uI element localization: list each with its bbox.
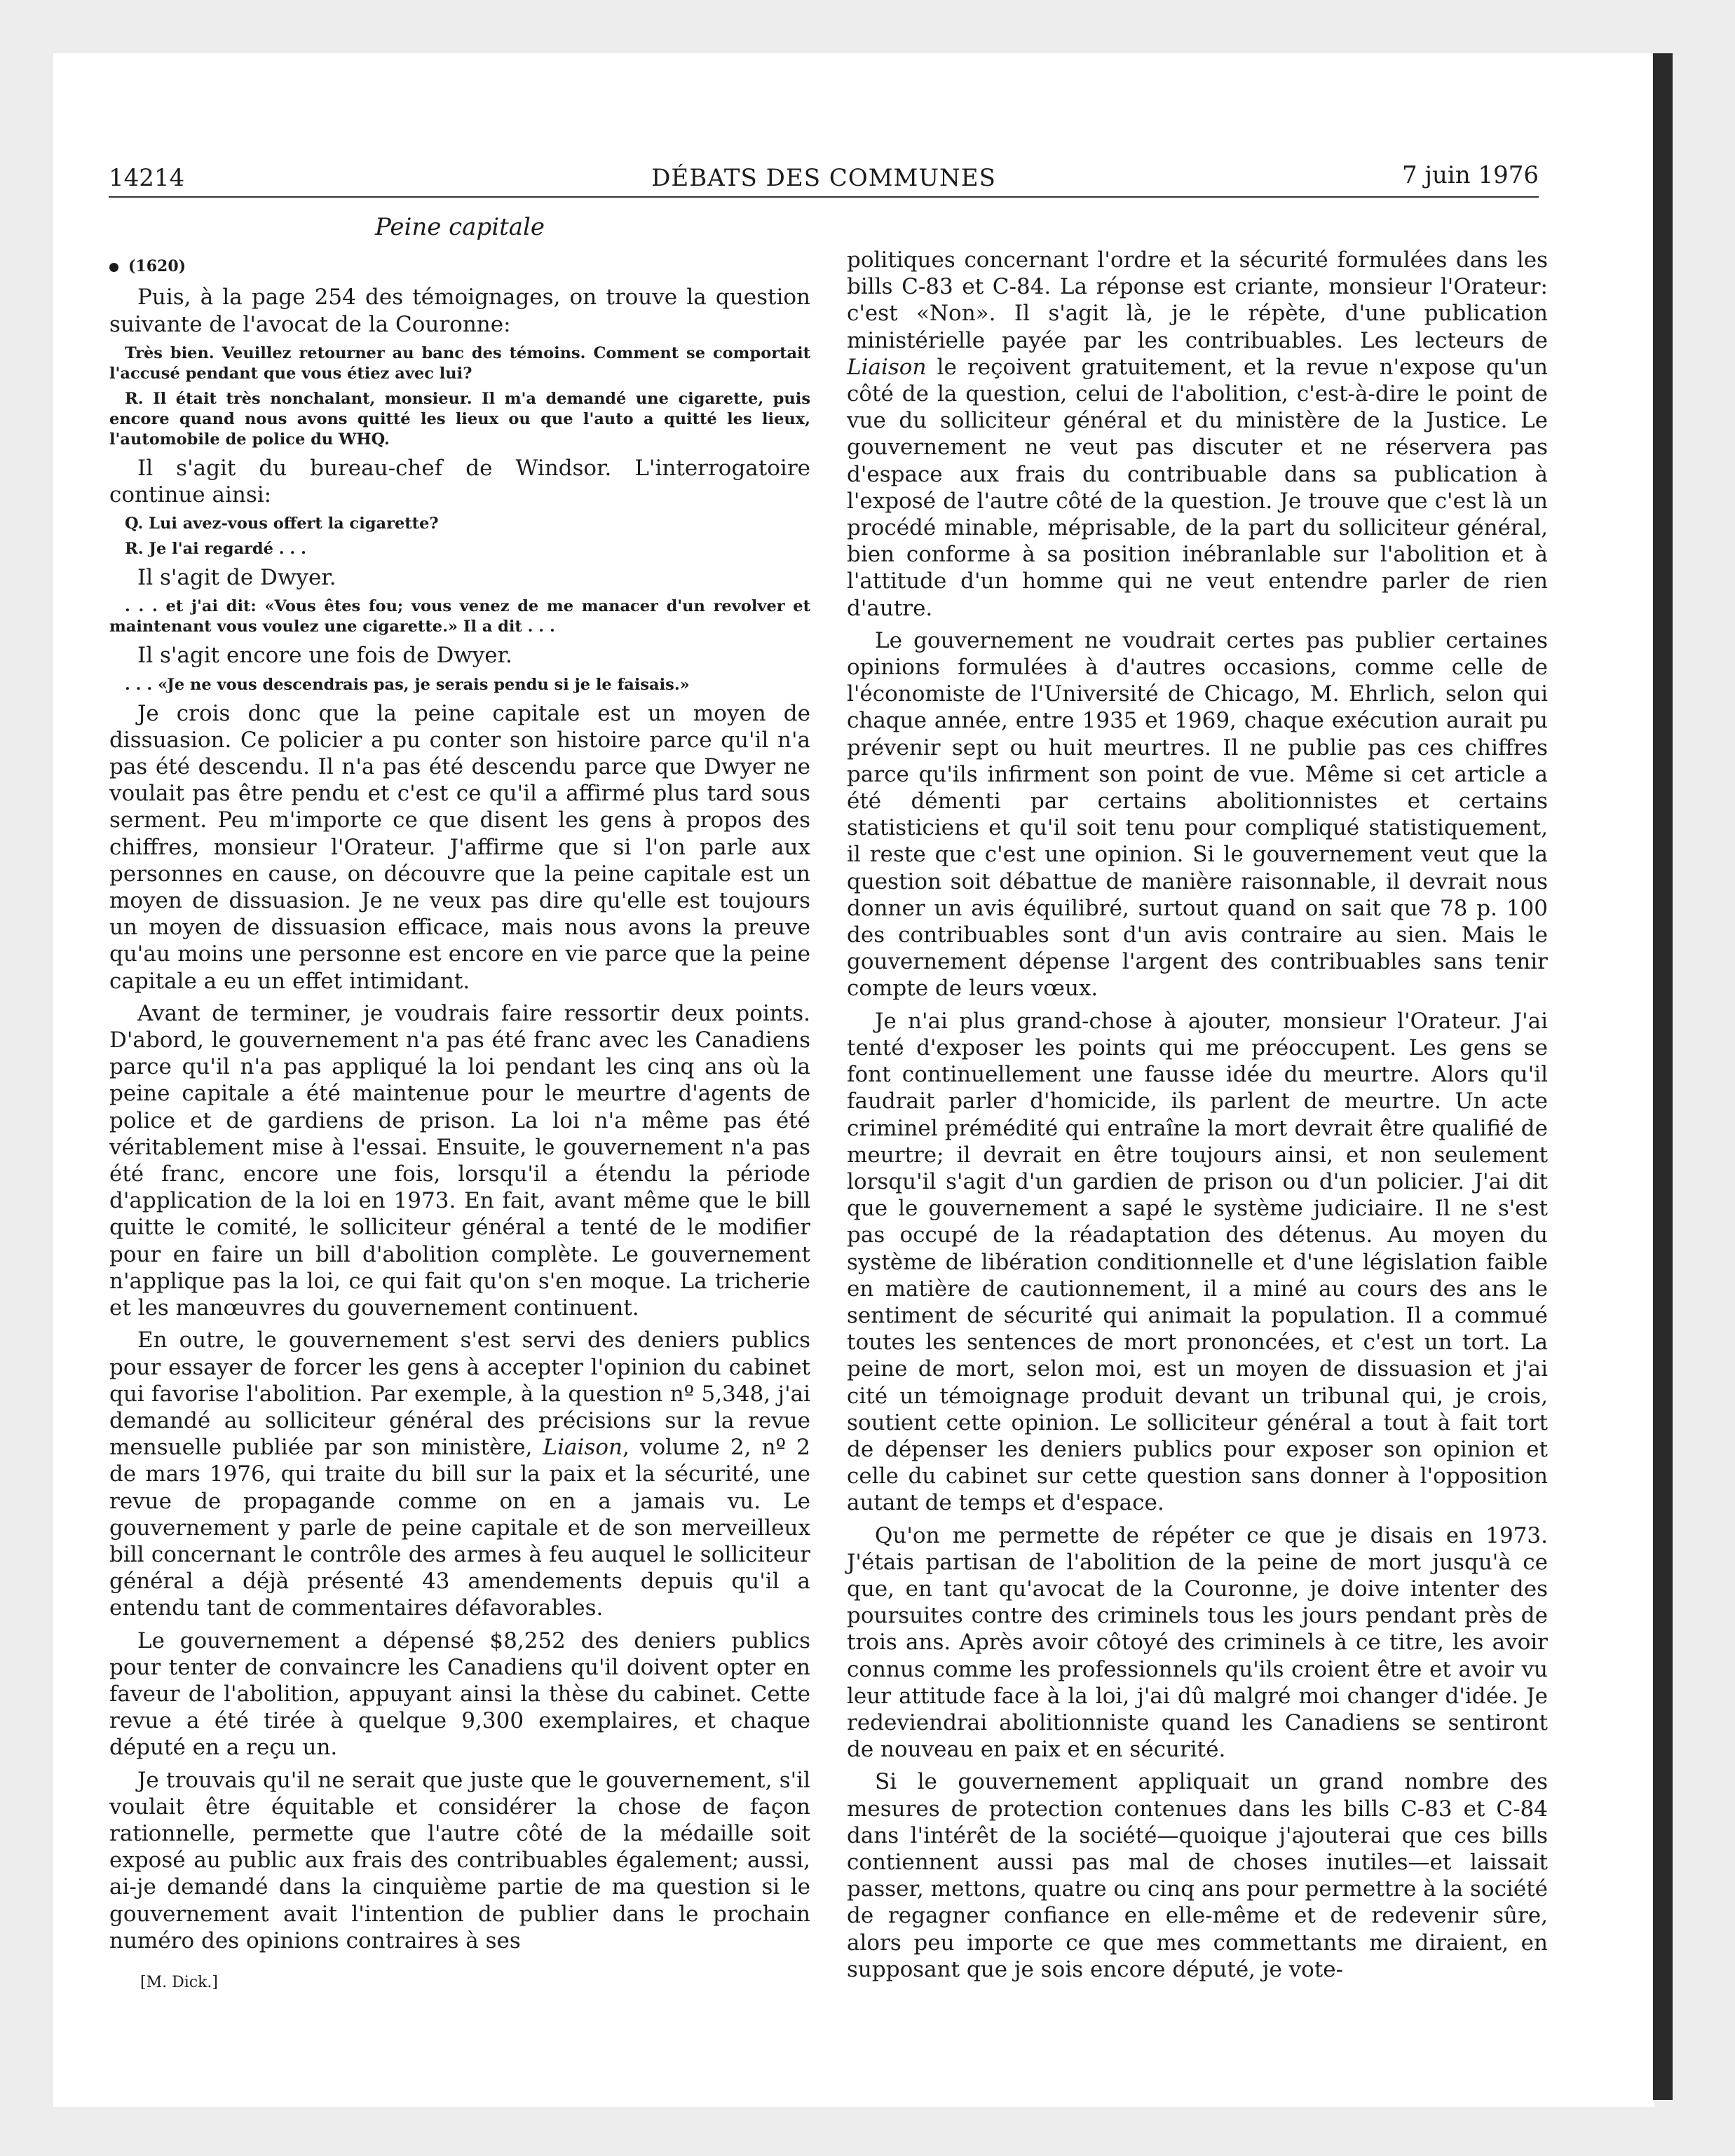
testimony-quote: Très bien. Veuillez retourner au banc des témoins. Comment se comportait l'accusé pendant que vous étiez avec lui? xyxy=(109,343,810,383)
page-date: 7 juin 1976 xyxy=(1402,161,1539,189)
page-number: 14214 xyxy=(109,164,185,192)
testimony-quote: Q. Lui avez-vous offert la cigarette? xyxy=(125,514,439,533)
time-marker xyxy=(109,253,810,280)
text-run: En outre, le gouvernement s'est servi des deniers publics pour essayer de forcer les gens à accepter l'opinion du cabinet qui favorise l'abolition. Par exemple, à la question nº 5,348, j'ai demandé au solliciteur général des précisions sur la revue mensuelle publiée par son ministère, xyxy=(109,1328,810,1461)
italic-title: Liaison xyxy=(543,1435,622,1461)
paragraph: Je trouvais qu'il ne serait que juste que le gouvernement, s'il voulait être équitable et considérer la chose de façon rationnelle, permette que l'autre côté de la médaille soit exposé au public aux frais des contribuables également; aussi, ai-je demandé dans la cinquième partie de ma question si le gouvernement avait l'intention de publier dans le prochain numéro des opinions contraires à ses xyxy=(109,1767,810,1953)
time-marker-text: (1620) xyxy=(128,257,186,276)
subject-heading: Peine capitale xyxy=(374,213,545,241)
left-column xyxy=(109,214,810,1996)
text-run: , volume 2, nº 2 de mars 1976, qui traite du bill sur la paix et la sécurité, une revue de propagande comme on en a jamais vu. Le gouvernement y parle de peine capitale et de son merveilleux bill concernant le contrôle des armes à feu auquel le solliciteur général a déjà présenté 43 amendements depuis qu'il a entendu tant de commentaires défavorables. xyxy=(109,1435,810,1621)
text-run: politiques concernant l'ordre et la sécurité formulées dans les bills C-83 et C-84. La réponse est criante, monsieur l'Orateur: c'est «Non». Il s'agit là, je le répète, d'une publication ministérielle payée par les contribuables. Les lecteurs de xyxy=(847,247,1548,353)
paragraph: Le gouvernement a dépensé $8,252 des deniers publics pour tenter de convaincre les Canadiens qu'il doivent opter en faveur de l'abolition, appuyant ainsi la thèse du cabinet. Cette revue a été tirée à quelque 9,300 exemplaires, et chaque député en a reçu un. xyxy=(109,1628,810,1761)
paragraph: Il s'agit encore une fois de Dwyer. xyxy=(137,643,512,669)
right-column xyxy=(847,247,1548,1988)
paragraph xyxy=(109,1327,810,1621)
paragraph: Il s'agit de Dwyer. xyxy=(137,565,336,591)
publication-title: DÉBATS DES COMMUNES xyxy=(651,164,996,192)
paragraph: Puis, à la page 254 des témoignages, on trouve la question suivante de l'avocat de la Couronne: xyxy=(109,285,810,337)
paragraph: Qu'on me permette de répéter ce que je disais en 1973. J'étais partisan de l'abolition de la peine de mort jusqu'à ce que, en tant qu'avocat de la Couronne, je doive intenter des poursuites contre des criminels tous les jours pendant près de trois ans. Après avoir côtoyé des criminels à ce titre, les avoir connus comme les professionnels qu'ils croient être et avoir vu leur attitude face à la loi, j'ai dû malgré moi changer d'idée. Je redeviendrai abolitionniste quand les Canadiens se sentiront de nouveau en paix et en sécurité. xyxy=(847,1522,1548,1763)
paragraph: Il s'agit du bureau-chef de Windsor. L'interrogatoire continue ainsi: xyxy=(109,455,810,508)
testimony-quote: . . . «Je ne vous descendrais pas, je serais pendu si je le faisais.» xyxy=(125,675,690,694)
paragraph: Avant de terminer, je voudrais faire ressortir deux points. D'abord, le gouvernement n'a pas été franc avec les Canadiens parce qu'il n'a pas appliqué la loi pendant les cinq ans où la peine capitale a été maintenue pour le meurtre d'agents de police et de gardiens de prison. La loi n'a même pas été véritablement mise à l'essai. Ensuite, le gouvernement n'a pas été franc, encore une fois, lorsqu'il a étendu la période d'application de la loi en 1973. En fait, avant même que le bill quitte le comité, le solliciteur général a tenté de le modifier pour en faire un bill d'abolition complète. Le gouvernement n'applique pas la loi, ce qui fait qu'on s'en moque. La tricherie et les manœuvres du gouvernement continuent. xyxy=(109,1000,810,1321)
speaker-attribution: [M. Dick.] xyxy=(140,1973,218,1991)
paragraph: Le gouvernement ne voudrait certes pas publier certaines opinions formulées à d'autres occasions, comme celle de l'économiste de l'Université de Chicago, M. Ehrlich, selon qui chaque année, entre 1935 et 1969, chaque exécution aurait pu prévenir sept ou huit meurtres. Il ne publie pas ces chiffres parce qu'ils infirment son point de vue. Même si cet article a été démenti par certains abolitionnistes et certains statisticiens et qu'il soit tenu pour compliqué statistiquement, il reste que c'est une opinion. Si le gouvernement veut que la question soit débattue de manière raisonnable, il devrait nous donner un avis équilibré, surtout quand on sait que 78 p. 100 des contribuables sont d'un avis contraire au sien. Mais le gouvernement dépense l'argent des contribuables sans tenir compte de leurs vœux. xyxy=(847,627,1548,1002)
testimony-quote: R. Il était très nonchalant, monsieur. Il m'a demandé une cigarette, puis encore quand nous avons quitté les lieux ou que l'auto a quitté les lieux, l'automobile de police du WHQ. xyxy=(109,389,810,449)
paragraph: Je n'ai plus grand-chose à ajouter, monsieur l'Orateur. J'ai tenté d'exposer les points qui me préoccupent. Les gens se font continuellement une fausse idée du meurtre. Alors qu'il faudrait parler d'homicide, ils parlent de meurtre. Un acte criminel prémédité qui entraîne la mort devrait être qualifié de meurtre; il devrait en être toujours ainsi, et non seulement lorsqu'il s'agit d'un gardien de prison ou d'un policier. J'ai dit que le gouvernement a sapé le système judiciaire. Il ne s'est pas occupé de la réadaptation des détenus. Au moyen du système de libération conditionnelle et d'une législation faible en matière de cautionnement, il a miné au cours des ans le sentiment de sécurité qui animait la population. Il a commué toutes les sentences de mort prononcées, et c'est un tort. La peine de mort, selon moi, est un moyen de dissuasion et j'ai cité un témoignage produit devant un tribunal qui, je crois, soutient cette opinion. Le solliciteur général a tout à fait tort de dépenser les deniers publics pour exposer son opinion et celle du cabinet sur cette question sans donner à l'opposition autant de temps et d'espace. xyxy=(847,1008,1548,1516)
testimony-quote: . . . et j'ai dit: «Vous êtes fou; vous venez de me manacer d'un revolver et maintenant vous voulez une cigarette.» Il a dit . . . xyxy=(109,597,810,636)
paragraph: Je crois donc que la peine capitale est un moyen de dissuasion. Ce policier a pu conter son histoire parce qu'il n'a pas été descendu. Il n'a pas été descendu parce que Dwyer ne voulait pas être pendu et c'est ce qu'il a affirmé plus tard sous serment. Peu m'importe ce que disent les gens à propos des chiffres, monsieur l'Orateur. J'affirme que si l'on parle aux personnes en cause, on découvre que la peine capitale est un moyen de dissuasion. Je ne veux pas dire qu'elle est toujours un moyen de dissuasion efficace, mais nous avons la preuve qu'au moins une personne est encore en vie parce que la peine capitale a eu un effet intimidant. xyxy=(109,700,810,994)
text-run: le reçoivent gratuitement, et la revue n'expose qu'un côté de la question, celui de l'abolition, c'est-à-dire le point de vue du solliciteur général et du ministère de la Justice. Le gouvernement ne veut pas discuter et ne réservera pas d'espace aux frais du contribuable dans sa publication à l'exposé de l'autre côté de la question. Je trouve que c'est là un procédé minable, méprisable, de la part du solliciteur général, bien conforme à sa position inébranlable sur l'abolition et à l'attitude d'un homme qui ne veut entendre parler de rien d'autre. xyxy=(847,354,1548,621)
scan-edge-shadow xyxy=(1653,53,1673,2100)
page-header xyxy=(109,153,1539,198)
paragraph xyxy=(847,247,1548,622)
italic-title: Liaison xyxy=(847,354,927,380)
testimony-quote: R. Je l'ai regardé . . . xyxy=(125,540,306,559)
paragraph: Si le gouvernement appliquait un grand nombre des mesures de protection contenues dans les bills C-83 et C-84 dans l'intérêt de la société—quoique j'ajouterai que ces bills contiennent aussi pas mal de choses inutiles—et laissait passer, mettons, quatre ou cinq ans pour permettre à la société de regagner confiance en elle-même et de redevenir sûre, alors peu importe ce que mes commettants me diraient, en supposant que je sois encore député, je vote- xyxy=(847,1769,1548,1982)
bullet-icon xyxy=(109,263,118,272)
